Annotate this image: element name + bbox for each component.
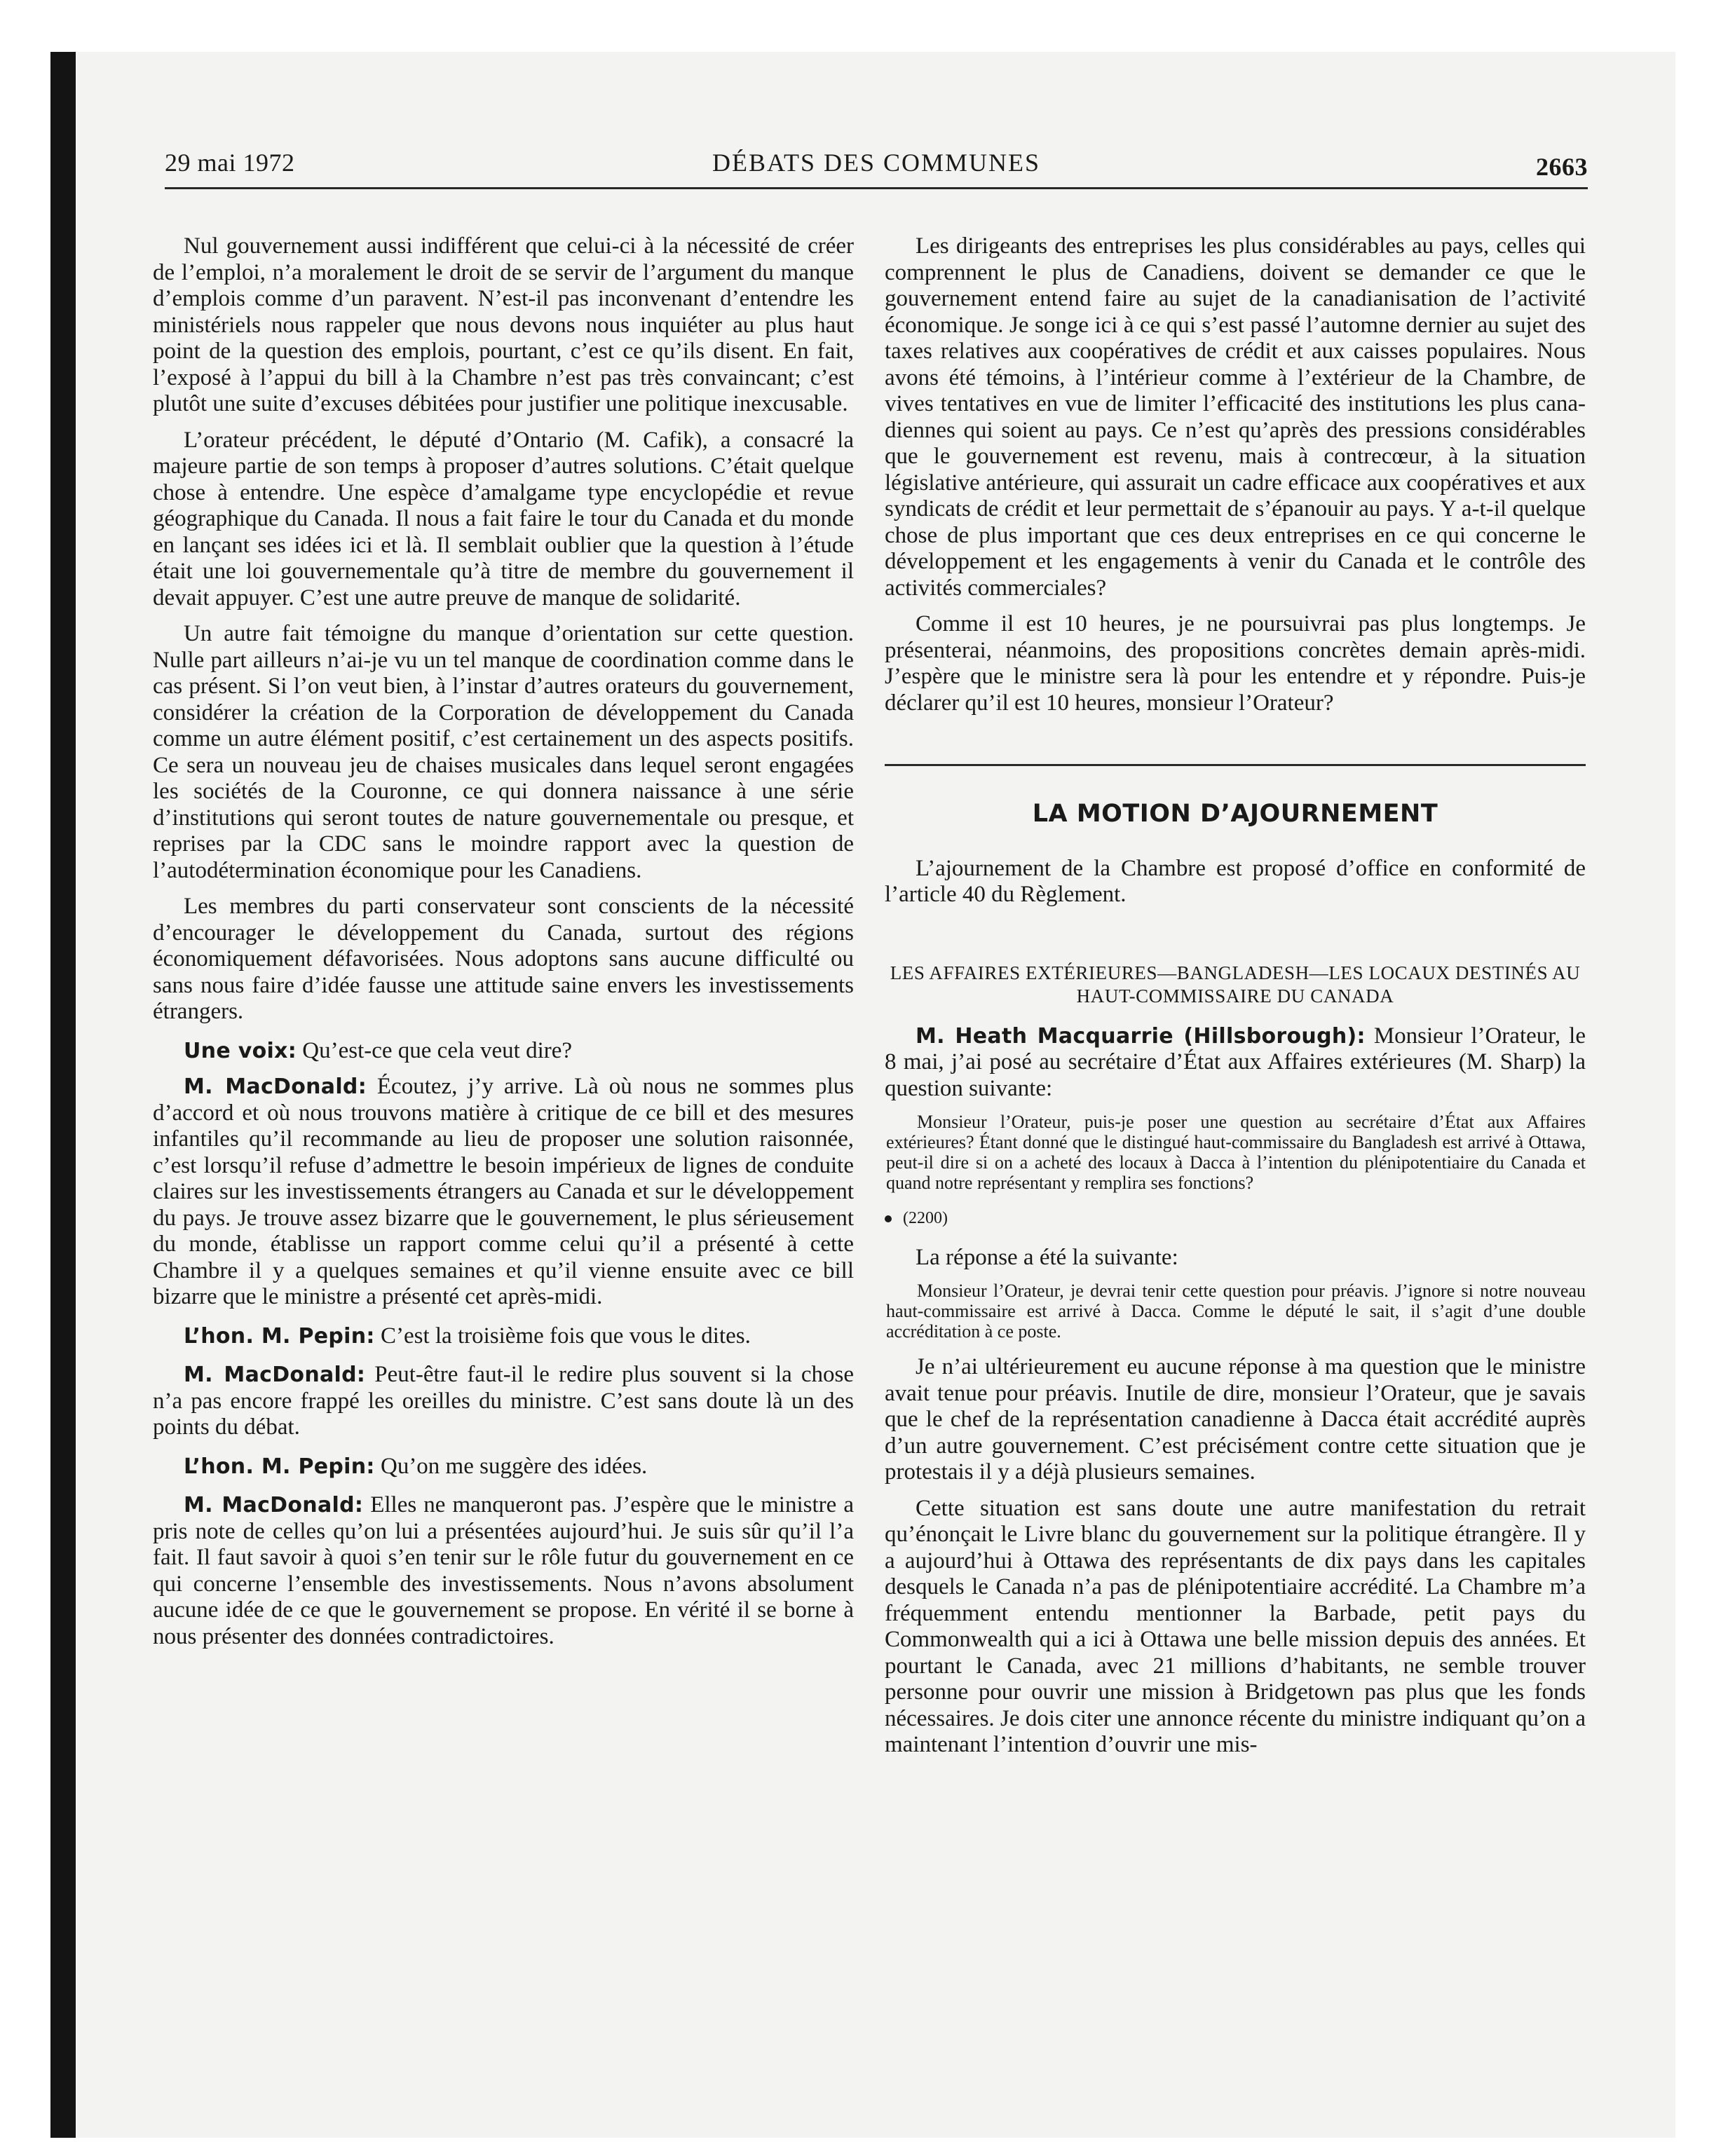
header-title: DÉBATS DES COMMUNES — [712, 149, 1041, 177]
speech — [153, 1038, 854, 1065]
speech — [153, 1362, 854, 1441]
speaker-name: L’hon. M. Pepin: — [184, 1323, 375, 1349]
speech-text: Qu’est-ce que cela veut dire? — [297, 1037, 573, 1063]
timestamp — [885, 1206, 1586, 1232]
speech — [153, 1492, 854, 1650]
paragraph: La réponse a été la suivante: — [916, 1244, 1178, 1270]
speech — [885, 1023, 1586, 1103]
section-title: LA MOTION D’AJOURNEMENT — [1032, 800, 1438, 828]
speaker-name: L’hon. M. Pepin: — [184, 1454, 375, 1479]
paragraph: L’orateur précédent, le député d’Ontario (M. Cafik), a consacré la majeure partie de son temps à proposer d’autres solutions. C’était quelque chose à entendre. Une espèce d’amalgame type encyclopédie et revue géographique du Canada. Il nous a fait faire le tour du Canada et du monde en lançant ses idées ici et là. Il semblait oublier que la question à l’étude était une loi gouvernementale qu’à titre de membre du gouvernement il devait appuyer. C’est une autre preuve de manque de solidarité. — [153, 427, 854, 610]
paragraph: Je n’ai ultérieurement eu aucune réponse à ma question que le ministre avait tenue pour préavis. Inutile de dire, monsieur l’Orateur, que je savais que le chef de la représentation canadienne à Dacca était accrédité auprès d’un autre gouvernement. C’est précisément contre cette situation que je protestais il y a déjà plusieurs semaines. — [885, 1354, 1586, 1485]
speaker-name: M. MacDonald: — [184, 1493, 364, 1517]
paragraph: Cette situation est sans doute une autre manifestation du retrait qu’énonçait le Livre blanc du gouvernement sur la politique étrangère. Il y a aujourd’hui à Ottawa des représentants de dix pays dans les capitales desquels le Canada n’a pas de plénipotentiaire accrédité. La Chambre m’a fréquemment entendu mentionner la Barbade, petit pays du Commonwealth qui a ici à Ottawa une belle mission depuis des années. Et pourtant le Canada, avec 21 millions d’habitants, ne semble trouver personne pour ouvrir une mission à Bridgetown pas plus que les fonds nécessaires. Je dois citer une annonce récente du ministre indiquant qu’on a maintenant l’intention d’ouvrir une mis- — [885, 1495, 1586, 1757]
subsection-heading: LES AFFAIRES EXTÉRIEURES—BANGLADESH—LES LOCAUX DESTINÉS AU HAUT-COMMISSAIRE DU CANADA — [890, 962, 1581, 1007]
running-header — [165, 142, 1588, 189]
left-column — [153, 233, 854, 1660]
speech — [153, 1454, 854, 1480]
paragraph: Les dirigeants des entreprises les plus considérables au pays, celles qui comprennent le plus de Canadiens, doivent se demander ce que le gouvernement entend faire au sujet de la canadianisation de l’activité économique. Je songe ici à ce qui s’est passé l’automne dernier au sujet des taxes relatives aux coopératives de crédit et aux caisses populaires. Nous avons été témoins, à l’intérieur comme à l’extérieur de la Chambre, de vives tentatives en vue de limiter l’efficacité des institutions les plus canadiennes qui soient au pays. Ce n’est qu’après des pressions considérables que le gouvernement est revenu, mais à contrecœur, à la situation législative antérieure, qui assurait un cadre efficace aux coopératives et aux syndicats de crédit et leur permettait de s’épanouir au pays. Y a-t-il quelque chose de plus important que ces deux entreprises en ce qui concerne le développement et les engagements à venir du Canada et le contrôle des activités commerciales? — [885, 233, 1586, 601]
speech-text: Monsieur l’Orateur, le 8 mai, j’ai posé au secrétaire d’État aux Affaires extérieures (M. Sharp) la question suivante: — [885, 1023, 1586, 1101]
speech — [153, 1074, 854, 1311]
speech-text: Écoutez, j’y arrive. Là où nous ne sommes plus d’accord et où nous trouvons matière à critique de ce bill et des mesures infantiles qu’il recommande au lieu de proposer une solution raisonnée, c’est lorsqu’il refuse d’admettre le besoin impérieux de lignes de conduite claires sur les investissements étrangers au Canada et sur le développement du pays. Je trouve assez bizarre que le gouvernement, le plus sérieusement du monde, établisse un rapport comme celui qu’il a présenté à cette Chambre il y a quelques semaines et qu’il vienne ensuite avec ce bill bizarre que le ministre a présenté cet après-midi. — [153, 1074, 854, 1309]
bullet-icon — [885, 1215, 892, 1222]
section-divider — [885, 764, 1586, 766]
speech-text: Elles ne manqueront pas. J’espère que le ministre a pris note de celles qu’on lui a présentées aujourd’hui. Je suis sûr qu’il l’a fait. Il faut savoir à quoi s’en tenir sur le rôle futur du gouvernement en ce qui concerne l’ensemble des investissements. Nous n’avons absolument aucune idée de ce que le gouvernement se propose. En vérité il se borne à nous présenter des données contradictoires. — [153, 1492, 854, 1649]
speech-text: C’est la troisième fois que vous le dites. — [374, 1323, 751, 1349]
speaker-name: M. MacDonald: — [184, 1074, 367, 1099]
page-number: 2663 — [1536, 153, 1588, 181]
timestamp-text: (2200) — [903, 1209, 948, 1227]
speaker-name: Une voix: — [184, 1038, 297, 1063]
quoted-answer: Monsieur l’Orateur, je devrai tenir cette question pour préavis. J’ignore si notre nouveau haut-commissaire est arrivé à Dacca. Comme le député le sait, il s’agit d’une double accréditation à ce poste. — [886, 1281, 1586, 1342]
right-column — [885, 233, 1586, 1768]
quoted-question: Monsieur l’Orateur, puis-je poser une question au secrétaire d’État aux Affaires extérieures? Étant donné que le distingué haut-commissaire du Bangladesh est arrivé à Ottawa, peut-il dire si on a acheté des locaux à Dacca à l’intention du plénipotentiaire du Canada et quand notre représentant y remplira ses fonctions? — [886, 1112, 1586, 1193]
speaker-name: M. Heath Macquarrie (Hillsborough): — [916, 1023, 1366, 1049]
speaker-name: M. MacDonald: — [184, 1363, 366, 1387]
speech-text: Peut-être faut-il le redire plus souvent si la chose n’a pas encore frappé les oreilles du ministre. C’est sans doute là un des points du débat. — [153, 1362, 854, 1440]
scan-border — [50, 52, 76, 2138]
header-date: 29 mai 1972 — [165, 149, 295, 177]
paragraph: Nul gouvernement aussi indifférent que celui-ci à la nécessité de créer de l’emploi, n’a moralement le droit de se servir de l’argument du manque d’emplois comme d’un paravent. N’est-il pas inconvenant d’entendre les ministériels nous rappeler que nous devons nous inquiéter au plus haut point de la question des emplois, pourtant, c’est ce qu’ils disent. En fait, l’exposé à l’appui du bill à la Chambre n’est pas très convaincant; c’est plutôt une suite d’excuses débitées pour justifier une politique inexcusable. — [153, 233, 854, 416]
speech-text: Qu’on me suggère des idées. — [374, 1453, 648, 1479]
speech — [153, 1323, 854, 1350]
paragraph: L’ajournement de la Chambre est proposé d’office en conformité de l’article 40 du Règlement. — [885, 855, 1586, 907]
paragraph: Les membres du parti conservateur sont conscients de la nécessité d’encourager le développement du Canada, surtout des régions économiquement défavorisées. Nous adoptons sans aucune difficulté ou sans nous faire d’idée fausse une attitude saine envers les investissements étrangers. — [153, 894, 854, 1024]
paragraph: Un autre fait témoigne du manque d’orientation sur cette question. Nulle part ailleurs n’ai-je vu un tel manque de coordination comme dans le cas présent. Si l’on veut bien, à l’instar d’autres orateurs du gouvernement, considérer la création de la Corporation de développement du Canada comme un autre élément positif, c’est certainement un des aspects positifs. Ce sera un nouveau jeu de chaises musicales dans lequel seront engagées les sociétés de la Couronne, ce qui donnera naissance à une série d’institutions qui seront toutes de nature gouvernementale ou presque, et reprises par la CDC sans le moindre rapport avec la question de l’autodétermination économique pour les Canadiens. — [153, 621, 854, 883]
paragraph: Comme il est 10 heures, je ne poursuivrai pas plus longtemps. Je présenterai, néanmoins, des propositions concrètes demain après-midi. J’espère que le ministre sera là pour les entendre et y répondre. Puis-je déclarer qu’il est 10 heures, monsieur l’Orateur? — [885, 611, 1586, 716]
